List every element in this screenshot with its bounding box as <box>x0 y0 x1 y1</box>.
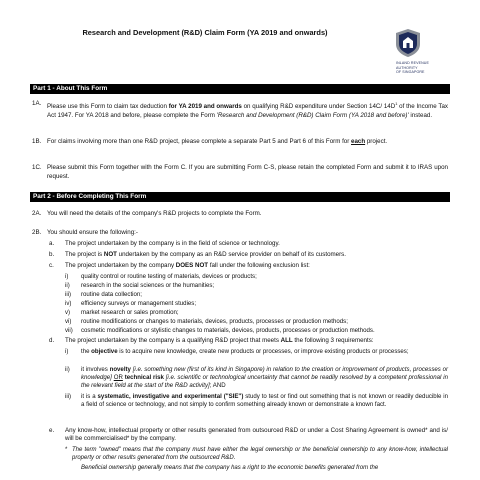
item-number: 1B. <box>32 138 42 145</box>
item-number: 1C. <box>32 164 42 171</box>
item-number: 1A. <box>32 100 42 107</box>
iras-logo <box>384 28 450 84</box>
part2-heading: Part 2 - Before Completing This Form <box>30 192 450 202</box>
item-text: You will need the details of the company's R&D projects to complete the Form. <box>47 210 262 217</box>
item-text: Please use this Form to claim tax deduction for YA 2019 and onwards on qualifying R&D expenditure under Section 14C/ $14D^1$ of the Income Tax Act 1947. For YA 2018 and before, please complete the Form 'Research and Development (R&D) Claim Form (YA 2018 and before)' instead. <box>47 101 449 119</box>
item-number: 2B. <box>32 229 42 236</box>
logo-line-1: INLAND REVENUE <box>396 61 429 65</box>
logo-text <box>396 61 450 75</box>
logo-line-2: AUTHORITY <box>396 65 418 70</box>
footnote-beneficial: Beneficial ownership generally means that the company has a right to the economic benefits generated from the <box>81 465 379 471</box>
logo-line-3: OF SINGAPORE <box>396 70 425 75</box>
form-page: Research and Development (R&D) Claim Form (YA 2019 and onwards) INLAND REVENUE AUTHORITY OF SINGAPORE Part 1 - About This Form 1A. Please use this Form to claim tax deduction for YA 2019 and onwards on qualifying R&D expenditure under Section 14C/ $14D^1$ of the Income Tax Act 1947. For YA 2018 and before, please complete the Form 'Research and Development (R&D) Claim Form (YA 2018 and before)' instead. 1B. For claims involving more than one R&D project, please complete a separate Part 5 and Part 6 of this Form for each project. 1C. Please submit this Form together with the Form C. If you are submitting Form C-S, please retain the completed Form and submit it to IRAS upon request. Part 2 - Before Completing This Form 2A. You will need the details of the company's R&D projects to complete the Form. 2B. You should ensure the following:- a. The project undertaken by the company is in the field of science or technology. b. The project is NOT undertaken by the company as an R&D service provider on behalf of its customers. c. The project undertaken by the company DOES NOT fall under the following exclusion list: i) quality control or routine testing of materials, devices or products; ii) research in the social sciences or the humanities; iii) routine data collection; iv) efficiency surveys or management studies; v) market research or sales promotion; vi) routine modifications or changes to materials, devices, products, processes or production methods; vii) cosmetic modifications or stylistic changes to materials, devices, products, processes or production methods. d. The project undertaken by the company is a qualifying R&D project that meets ALL the following 3 requirements: i) the objective is to acquire new knowledge, create new products or processes, or improve existing products or processes; ii) it involves novelty [i.e. something new (first of its kind in Singapore) in relation to the creation or improvement of products, processes or knowledge] OR technical risk [i.e. scientific or technological uncertainty that cannot be readily resolved by a competent professional in the relevant field at the start of the R&D activity]; AND iii) it is a systematic, investigative and experimental ("SIE") study to test or find out something that is not known or readily deducible in a field of science or technology, and not simply to confirm something already known or demonstrate a known fact. e. Any know-how, intellectual property or other results generated from outsourced R&D or under a Cost Sharing Agreement is owned* and is/ will be commercialised* by the company. * The term "owned" means that the company must have either the legal ownership or the beneficial ownership to any know-how, intellectual property or other results generated from the outsourced R&D. Beneficial ownership generally means that the company has a right to the economic benefits generated from the <box>32 28 449 471</box>
iras-emblem-icon <box>394 28 422 58</box>
item-text: Please submit this Form together with the Form C. If you are submitting Form C-S, please retain the completed Form and submit it to IRAS upon request. <box>47 164 448 180</box>
form-title: Research and Development (R&D) Claim Form (YA 2019 and onwards) <box>82 28 328 37</box>
form-header <box>30 28 450 84</box>
footnote-owned: * The term "owned" means that the company must have either the legal ownership or the beneficial ownership to any know-how, intellectual property or other results generated from the outsourced R&D. <box>65 447 448 462</box>
item-text: For claims involving more than one R&D project, please complete a separate Part 5 and Part 6 of this Form for each project. <box>47 138 388 145</box>
part1-heading: Part 1 - About This Form <box>30 84 450 94</box>
item-number: 2A. <box>32 210 42 217</box>
item-text: You should ensure the following:- <box>47 229 138 236</box>
